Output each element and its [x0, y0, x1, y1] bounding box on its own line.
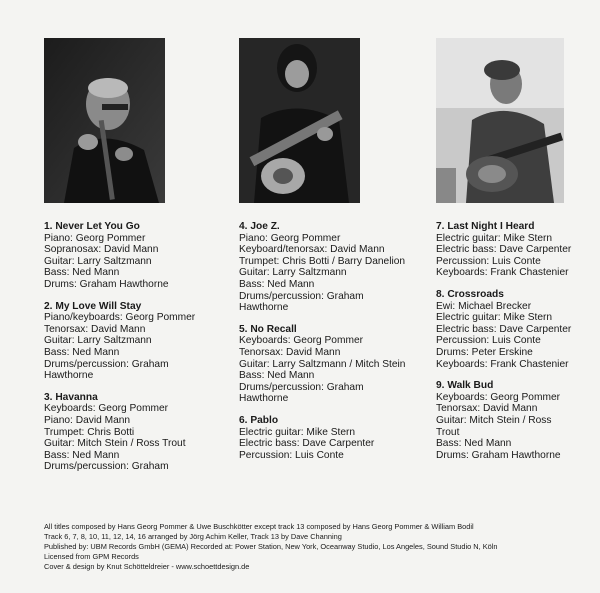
composer-credit: All titles composed by Hans Georg Pommer & Uwe Buschkötter except track 13 composed by Hans Georg Pommer & William Bodil — [44, 522, 474, 531]
credit-line: Keyboards: Georg Pommer — [44, 403, 169, 415]
credit-line: Keyboards: Frank Chastenier — [436, 358, 569, 370]
credit-line: Tenorsax: David Mann — [436, 403, 538, 415]
credit-line: Drums: Graham Hawthorne — [436, 449, 561, 461]
design-credit: Cover & design by Knut Schötteldreier - www.schoettdesign.de — [44, 562, 250, 571]
credit-line: Bass: Ned Mann — [44, 449, 120, 461]
credit-line: Sopranosax: David Mann — [44, 244, 159, 256]
credit-line: Electric guitar: Mike Stern — [436, 232, 553, 244]
track-entry — [44, 221, 224, 291]
credit-line: Keyboards: Frank Chastenier — [436, 267, 569, 279]
credit-line: Piano: Georg Pommer — [44, 232, 146, 244]
footer-credits — [44, 522, 584, 572]
credit-line: Guitar: Larry Saltzmann — [44, 255, 152, 267]
track-entry — [239, 324, 424, 405]
credit-line: Bass: Ned Mann — [44, 267, 120, 279]
credit-line: Piano/keyboards: Georg Pommer — [44, 312, 196, 324]
track-column-1 — [44, 221, 224, 483]
track-entry — [436, 380, 596, 461]
track-entry — [44, 301, 224, 382]
track-title: 1. Never Let You Go — [44, 221, 140, 232]
credit-line: Guitar: Larry Saltzmann — [44, 335, 152, 347]
credit-line: Guitar: Mitch Stein / Ross Trout — [44, 438, 186, 450]
credit-line: Guitar: Mitch Stein / Ross Trout — [436, 414, 552, 438]
credit-line: Percussion: Luis Conte — [436, 335, 541, 347]
credit-line: Electric bass: Dave Carpenter — [239, 438, 375, 450]
credit-line: Drums/percussion: Graham Hawthorne — [239, 381, 364, 405]
track-column-2 — [239, 221, 424, 471]
credit-line: Keyboards: Georg Pommer — [436, 391, 561, 403]
arranger-credit: Track 6, 7, 8, 10, 11, 12, 14, 16 arranged by Jörg Achim Keller, Track 13 by Dave Channing — [44, 532, 342, 541]
track-title: 8. Crossroads — [436, 288, 504, 300]
track-title: 4. Joe Z. — [239, 221, 280, 232]
credit-line: Tenorsax: David Mann — [239, 346, 341, 358]
track-column-3 — [436, 221, 596, 471]
credit-line: Drums/percussion: Graham — [44, 461, 169, 473]
credit-line: Piano: David Mann — [44, 414, 131, 426]
license-credit: Licensed from GPM Records — [44, 552, 139, 561]
credit-line: Percussion: Luis Conte — [436, 255, 541, 267]
credit-line: Piano: Georg Pommer — [239, 232, 341, 244]
track-title: 5. No Recall — [239, 323, 297, 335]
credit-line: Drums: Graham Hawthorne — [44, 278, 169, 290]
credit-line: Tenorsax: David Mann — [44, 323, 146, 335]
credit-line: Guitar: Larry Saltzmann — [239, 267, 347, 279]
credit-line: Electric guitar: Mike Stern — [239, 426, 356, 438]
track-title: 6. Pablo — [239, 414, 279, 426]
credit-line: Bass: Ned Mann — [44, 346, 120, 358]
credit-line: Guitar: Larry Saltzmann / Mitch Stein — [239, 358, 406, 370]
photo-bassist — [436, 38, 564, 203]
credit-line: Keyboards: Georg Pommer — [239, 335, 364, 347]
credit-line: Trumpet: Chris Botti / Barry Danelion — [239, 255, 406, 267]
track-entry — [44, 392, 224, 473]
credit-line: Electric bass: Dave Carpenter — [436, 244, 572, 256]
track-title: 7. Last Night I Heard — [436, 221, 535, 232]
photo-saxophonist — [44, 38, 165, 203]
credit-line: Keyboard/tenorsax: David Mann — [239, 244, 385, 256]
credit-line: Drums/percussion: Graham Hawthorne — [44, 358, 169, 382]
credit-line: Bass: Ned Mann — [239, 370, 315, 382]
credit-line: Electric bass: Dave Carpenter — [436, 323, 572, 335]
credit-line: Ewi: Michael Brecker — [436, 300, 532, 312]
track-entry — [239, 415, 424, 461]
credit-line: Percussion: Luis Conte — [239, 449, 344, 461]
track-title: 2. My Love Will Stay — [44, 300, 142, 312]
credit-line: Bass: Ned Mann — [239, 278, 315, 290]
track-entry — [436, 289, 596, 370]
credit-line: Bass: Ned Mann — [436, 438, 512, 450]
credit-line: Drums/percussion: Graham Hawthorne — [239, 290, 364, 314]
publisher-credit: Published by: UBM Records GmbH (GEMA) Recorded at: Power Station, New York, Oceanway Studio, Los Angeles, Sound Studio N, Köln — [44, 542, 498, 551]
credit-line: Drums: Peter Erskine — [436, 346, 533, 358]
track-entry — [436, 221, 596, 279]
credit-line: Electric guitar: Mike Stern — [436, 312, 553, 324]
track-entry — [239, 221, 424, 314]
credit-line: Trumpet: Chris Botti — [44, 426, 135, 438]
photo-guitarist — [239, 38, 360, 203]
track-title: 3. Havanna — [44, 391, 98, 403]
track-title: 9. Walk Bud — [436, 380, 494, 392]
